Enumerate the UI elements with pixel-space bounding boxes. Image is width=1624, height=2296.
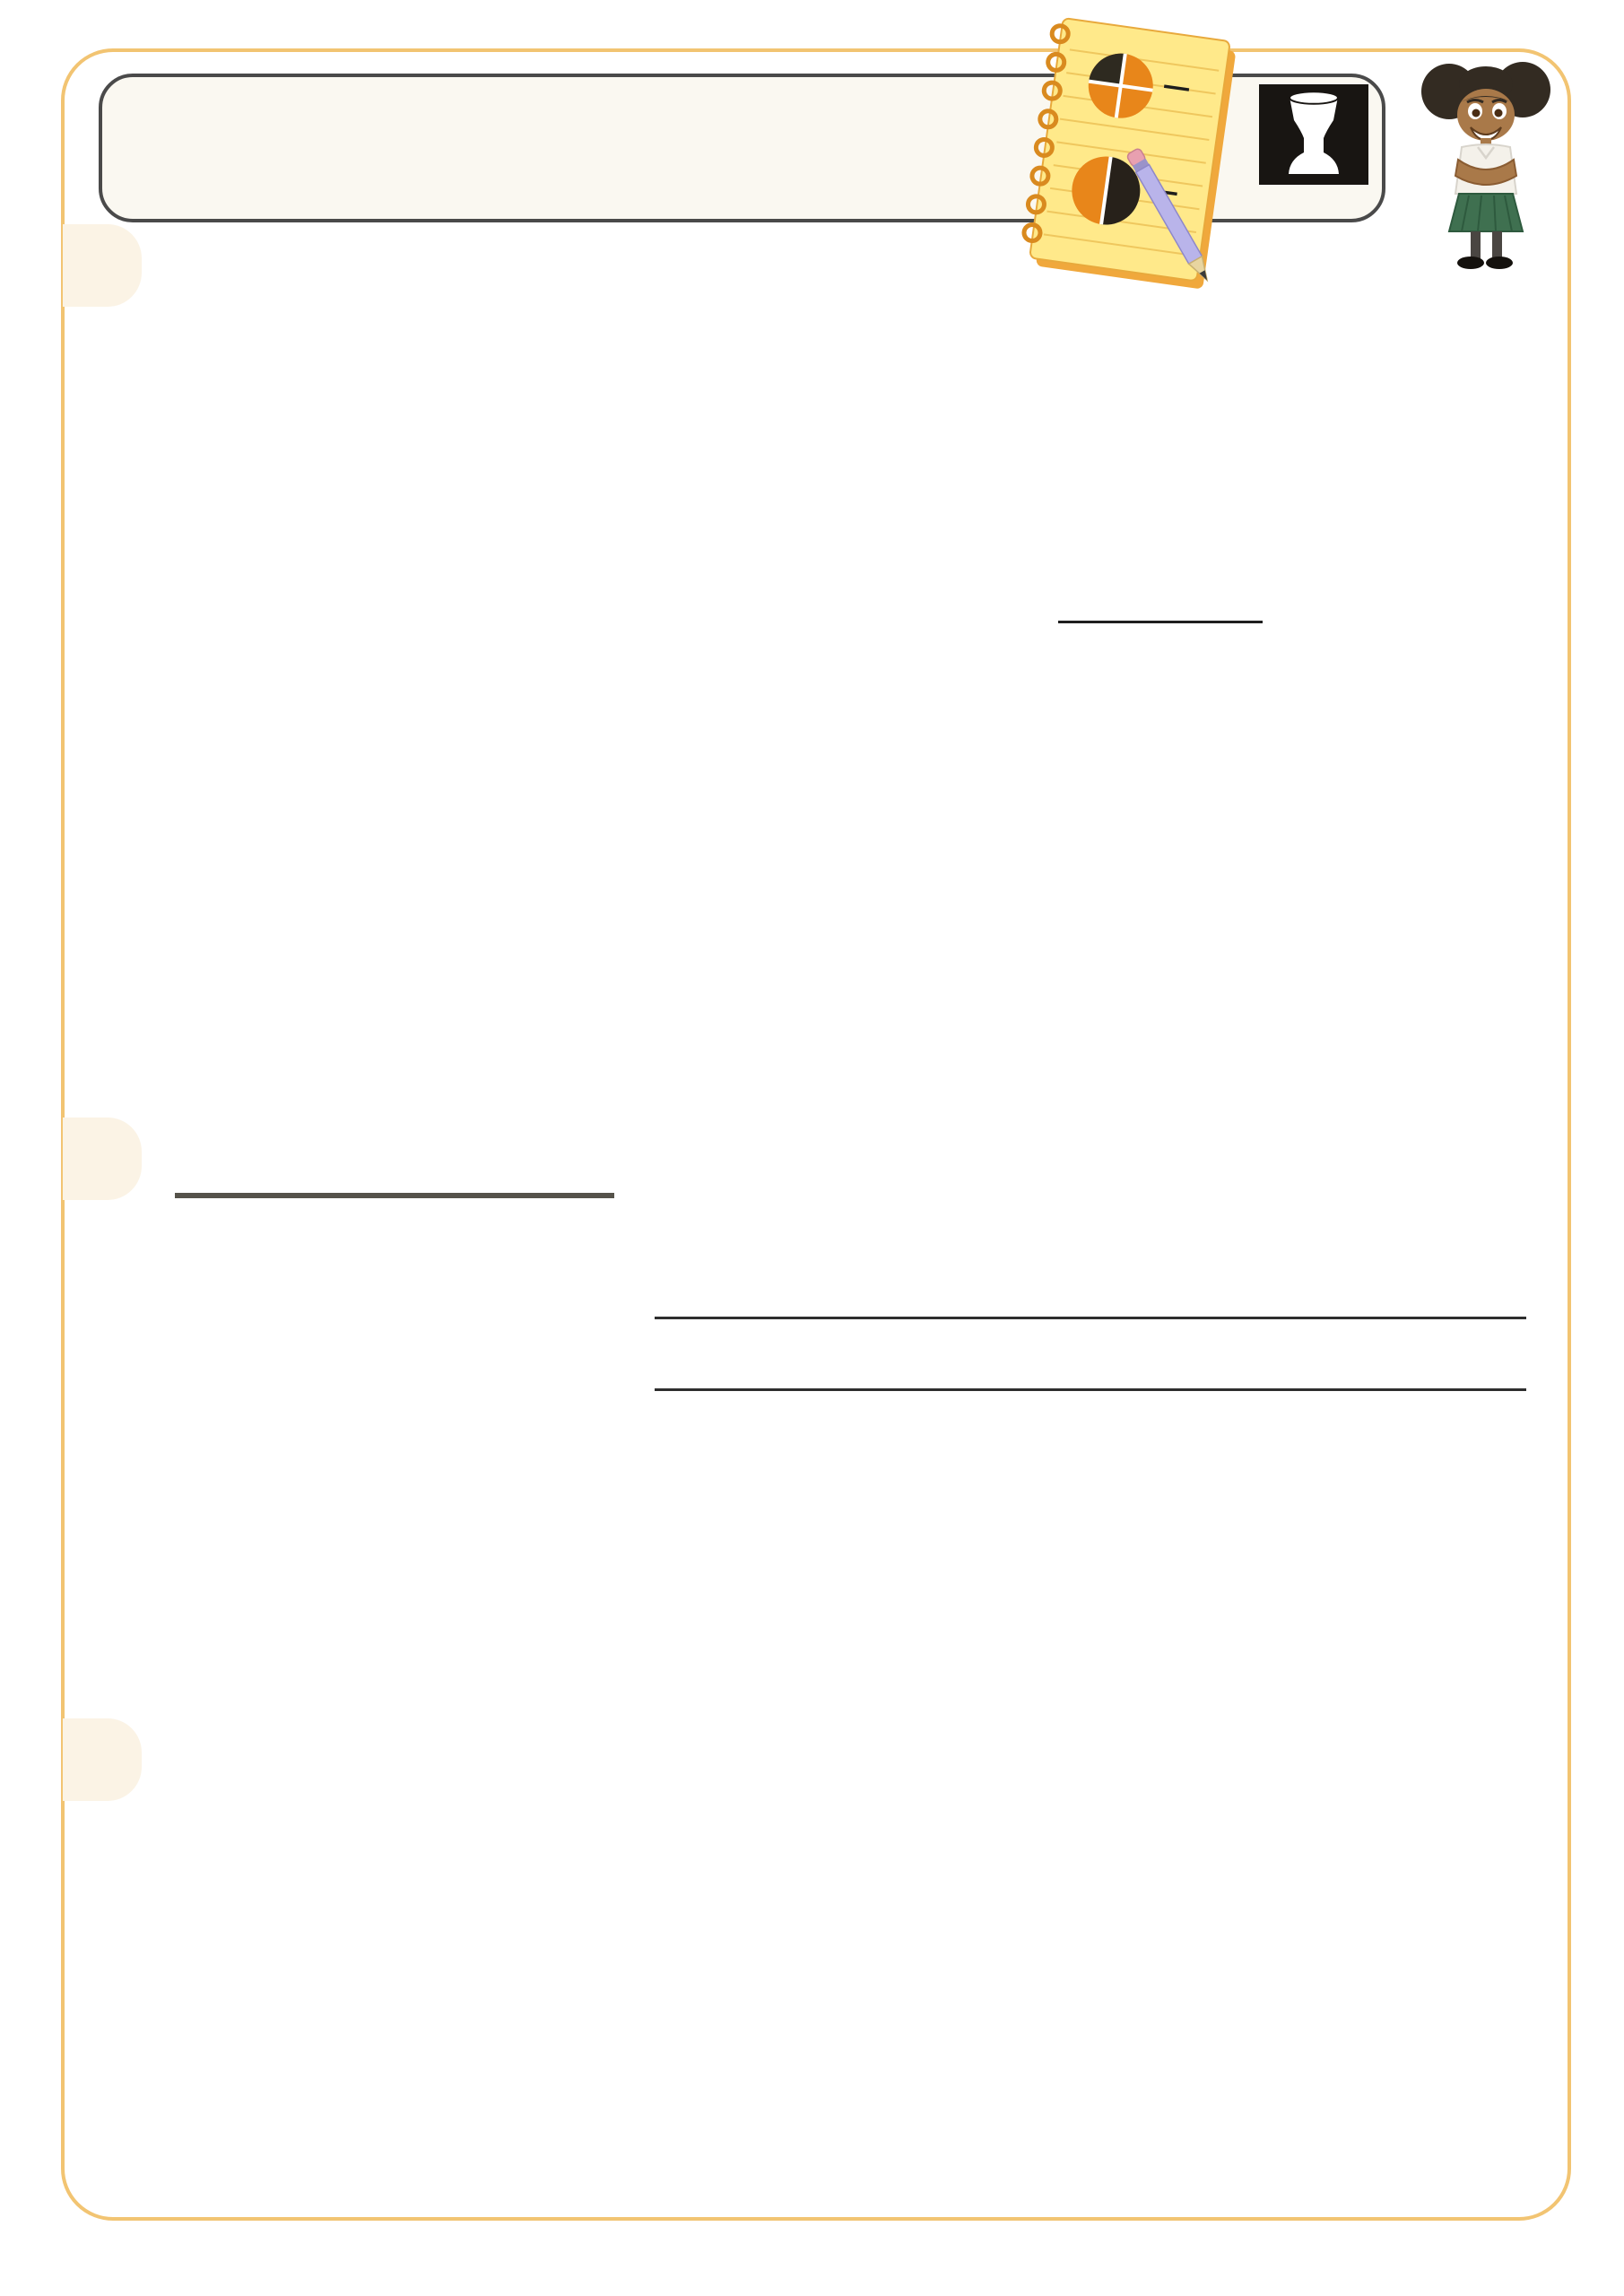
section-a-header <box>63 224 179 307</box>
fraction-bar-diagram <box>175 1193 614 1198</box>
question-row <box>0 1846 1624 1968</box>
djembe-drum-icon <box>1259 84 1368 185</box>
section-a-badge <box>63 224 142 307</box>
section-c-badge <box>63 1718 142 1801</box>
question-row <box>0 843 1624 965</box>
question-row <box>647 1182 1624 1275</box>
answer-line[interactable] <box>655 1388 1526 1391</box>
section-b-badge <box>63 1118 142 1200</box>
question-row <box>0 1589 1624 1711</box>
question-row <box>0 2083 1624 2205</box>
answer-line[interactable] <box>655 1317 1526 1319</box>
question-row <box>0 963 1624 1085</box>
reciprocal-note <box>1051 576 1499 623</box>
question-row <box>0 664 1624 786</box>
brand-logo <box>1239 84 1387 191</box>
notepad-illustration <box>1003 9 1259 315</box>
student-character-illustration <box>1410 57 1560 271</box>
fill-in-blank-line[interactable] <box>1058 590 1263 623</box>
question-row <box>0 1469 1624 1591</box>
section-c-header <box>63 1718 179 1801</box>
question-row <box>0 316 1624 402</box>
question-row <box>0 1964 1624 2086</box>
section-b-header <box>63 1118 179 1200</box>
